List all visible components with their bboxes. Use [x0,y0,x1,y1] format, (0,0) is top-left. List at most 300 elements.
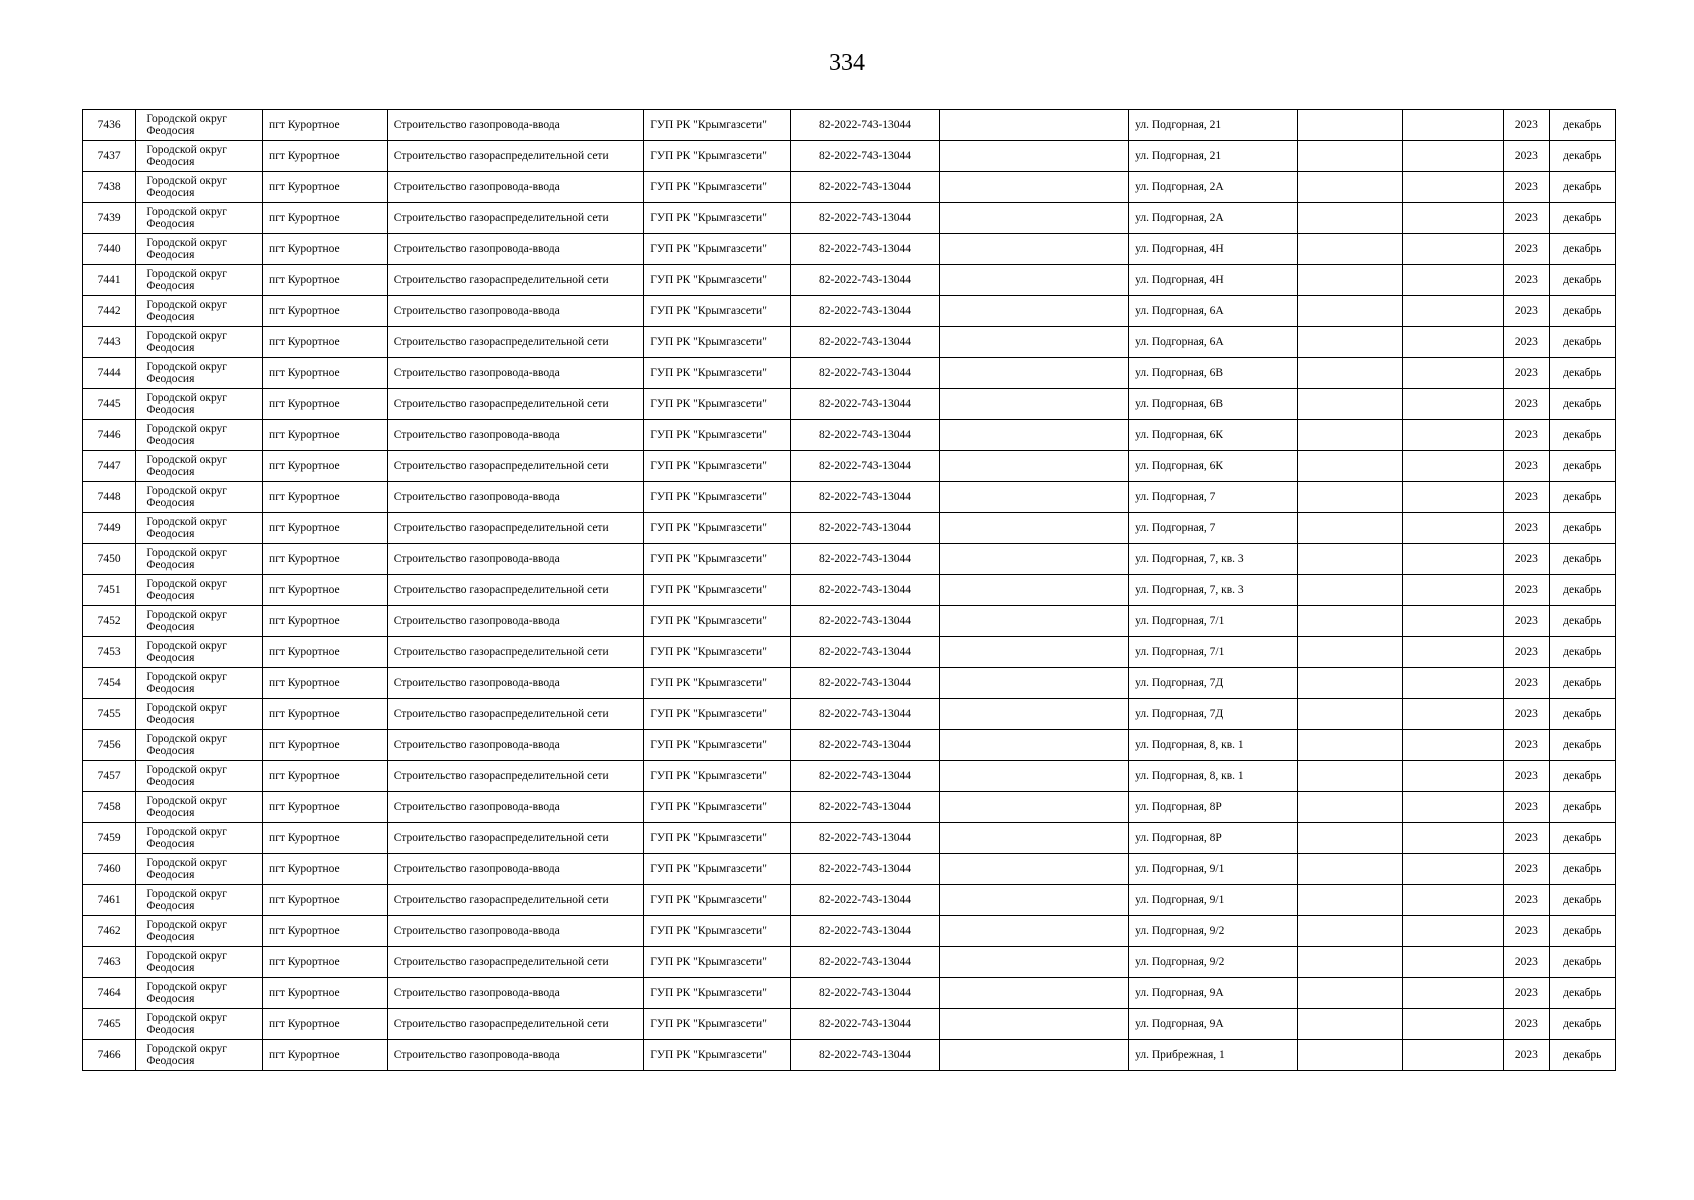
empty-cell [1298,420,1403,451]
row-number-cell: 7439 [83,203,136,234]
empty-cell [1402,637,1504,668]
municipality-cell [136,203,263,234]
settlement-cell: пгт Курортное [263,606,388,637]
row-number-cell: 7438 [83,172,136,203]
work-type-cell: Строительство газораспределительной сети [387,885,644,916]
organization-cell: ГУП РК "Крымгазсети" [644,327,791,358]
year-cell: 2023 [1504,668,1549,699]
year-cell: 2023 [1504,792,1549,823]
row-number-cell: 7460 [83,854,136,885]
municipality-line-1: Городской округ [146,950,228,962]
table-row [83,513,1616,544]
empty-cell [1402,110,1504,141]
empty-cell [1298,296,1403,327]
empty-cell [939,823,1128,854]
table-row [83,265,1616,296]
table-row [83,358,1616,389]
empty-cell [1402,451,1504,482]
empty-cell [939,482,1128,513]
empty-cell [1298,1040,1403,1071]
address-cell: ул. Подгорная, 8, кв. 1 [1129,730,1298,761]
work-type-cell: Строительство газопровода-ввода [387,606,644,637]
row-number-cell: 7451 [83,575,136,606]
settlement-cell: пгт Курортное [263,420,388,451]
registry-code-cell: 82-2022-743-13044 [791,699,940,730]
municipality-line-2: Феодосия [146,776,195,788]
municipality-cell [136,792,263,823]
work-type-cell: Строительство газопровода-ввода [387,234,644,265]
empty-cell [939,389,1128,420]
table-row [83,420,1616,451]
row-number-cell: 7437 [83,141,136,172]
row-number-cell: 7442 [83,296,136,327]
row-number-cell: 7441 [83,265,136,296]
table-row [83,730,1616,761]
empty-cell [1298,1009,1403,1040]
settlement-cell: пгт Курортное [263,482,388,513]
empty-cell [1402,327,1504,358]
year-cell: 2023 [1504,978,1549,1009]
empty-cell [1402,141,1504,172]
month-cell: декабрь [1549,885,1615,916]
settlement-cell: пгт Курортное [263,916,388,947]
municipality-line-1: Городской округ [146,175,228,187]
empty-cell [939,203,1128,234]
municipality-line-2: Феодосия [146,838,195,850]
settlement-cell: пгт Курортное [263,730,388,761]
table-row [83,544,1616,575]
municipality-line-1: Городской округ [146,795,228,807]
municipality-line-2: Феодосия [146,156,195,168]
municipality-line-2: Феодосия [146,125,195,137]
table-row [83,389,1616,420]
municipality-line-2: Феодосия [146,1055,195,1067]
municipality-line-1: Городской округ [146,299,228,311]
empty-cell [1298,730,1403,761]
row-number-cell: 7466 [83,1040,136,1071]
organization-cell: ГУП РК "Крымгазсети" [644,296,791,327]
empty-cell [1298,792,1403,823]
municipality-cell [136,358,263,389]
address-cell: ул. Подгорная, 9/2 [1129,947,1298,978]
empty-cell [939,885,1128,916]
address-cell: ул. Подгорная, 7/1 [1129,637,1298,668]
address-cell: ул. Подгорная, 9/1 [1129,854,1298,885]
registry-code-cell: 82-2022-743-13044 [791,110,940,141]
registry-code-cell: 82-2022-743-13044 [791,482,940,513]
municipality-line-2: Феодосия [146,1024,195,1036]
table-row [83,885,1616,916]
empty-cell [939,792,1128,823]
municipality-line-1: Городской округ [146,361,228,373]
settlement-cell: пгт Курортное [263,978,388,1009]
settlement-cell: пгт Курортное [263,389,388,420]
address-cell: ул. Подгорная, 4Н [1129,265,1298,296]
table-row [83,606,1616,637]
row-number-cell: 7465 [83,1009,136,1040]
organization-cell: ГУП РК "Крымгазсети" [644,761,791,792]
month-cell: декабрь [1549,513,1615,544]
address-cell: ул. Подгорная, 7Д [1129,699,1298,730]
settlement-cell: пгт Курортное [263,110,388,141]
month-cell: декабрь [1549,575,1615,606]
row-number-cell: 7445 [83,389,136,420]
empty-cell [1402,575,1504,606]
empty-cell [939,358,1128,389]
municipality-line-1: Городской округ [146,609,228,621]
year-cell: 2023 [1504,947,1549,978]
year-cell: 2023 [1504,265,1549,296]
month-cell: декабрь [1549,668,1615,699]
work-type-cell: Строительство газораспределительной сети [387,389,644,420]
settlement-cell: пгт Курортное [263,203,388,234]
table-row [83,482,1616,513]
year-cell: 2023 [1504,203,1549,234]
settlement-cell: пгт Курортное [263,234,388,265]
month-cell: декабрь [1549,792,1615,823]
registry-code-cell: 82-2022-743-13044 [791,420,940,451]
empty-cell [1402,296,1504,327]
registry-code-cell: 82-2022-743-13044 [791,544,940,575]
empty-cell [939,234,1128,265]
municipality-cell [136,1040,263,1071]
address-cell: ул. Подгорная, 6В [1129,389,1298,420]
row-number-cell: 7443 [83,327,136,358]
empty-cell [939,668,1128,699]
registry-code-cell: 82-2022-743-13044 [791,141,940,172]
empty-cell [939,544,1128,575]
year-cell: 2023 [1504,234,1549,265]
empty-cell [1298,544,1403,575]
organization-cell: ГУП РК "Крымгазсети" [644,544,791,575]
work-type-cell: Строительство газораспределительной сети [387,761,644,792]
work-type-cell: Строительство газораспределительной сети [387,947,644,978]
municipality-cell [136,296,263,327]
municipality-cell [136,544,263,575]
table-row [83,823,1616,854]
address-cell: ул. Подгорная, 4Н [1129,234,1298,265]
empty-cell [1402,234,1504,265]
municipality-line-2: Феодосия [146,528,195,540]
organization-cell: ГУП РК "Крымгазсети" [644,203,791,234]
empty-cell [1402,885,1504,916]
organization-cell: ГУП РК "Крымгазсети" [644,420,791,451]
work-type-cell: Строительство газопровода-ввода [387,482,644,513]
year-cell: 2023 [1504,482,1549,513]
empty-cell [1298,234,1403,265]
month-cell: декабрь [1549,172,1615,203]
empty-cell [1402,172,1504,203]
registry-code-cell: 82-2022-743-13044 [791,1009,940,1040]
municipality-line-2: Феодосия [146,962,195,974]
empty-cell [1298,916,1403,947]
work-type-cell: Строительство газопровода-ввода [387,296,644,327]
work-type-cell: Строительство газораспределительной сети [387,451,644,482]
organization-cell: ГУП РК "Крымгазсети" [644,389,791,420]
empty-cell [1402,606,1504,637]
municipality-line-1: Городской округ [146,268,228,280]
month-cell: декабрь [1549,110,1615,141]
work-type-cell: Строительство газопровода-ввода [387,916,644,947]
address-cell: ул. Подгорная, 8, кв. 1 [1129,761,1298,792]
registry-code-cell: 82-2022-743-13044 [791,358,940,389]
municipality-line-1: Городской округ [146,330,228,342]
empty-cell [1298,575,1403,606]
organization-cell: ГУП РК "Крымгазсети" [644,575,791,606]
municipality-line-1: Городской округ [146,733,228,745]
year-cell: 2023 [1504,637,1549,668]
table-row [83,1040,1616,1071]
organization-cell: ГУП РК "Крымгазсети" [644,947,791,978]
month-cell: декабрь [1549,420,1615,451]
municipality-cell [136,1009,263,1040]
organization-cell: ГУП РК "Крымгазсети" [644,792,791,823]
settlement-cell: пгт Курортное [263,265,388,296]
empty-cell [1402,389,1504,420]
row-number-cell: 7463 [83,947,136,978]
row-number-cell: 7444 [83,358,136,389]
municipality-line-1: Городской округ [146,981,228,993]
address-cell: ул. Подгорная, 21 [1129,141,1298,172]
work-type-cell: Строительство газопровода-ввода [387,358,644,389]
organization-cell: ГУП РК "Крымгазсети" [644,668,791,699]
empty-cell [1298,358,1403,389]
settlement-cell: пгт Курортное [263,854,388,885]
registry-code-cell: 82-2022-743-13044 [791,978,940,1009]
registry-table [82,109,1616,1071]
municipality-line-1: Городской округ [146,671,228,683]
empty-cell [1298,823,1403,854]
municipality-line-1: Городской округ [146,826,228,838]
registry-body [83,110,1616,1071]
municipality-line-1: Городской округ [146,702,228,714]
municipality-line-1: Городской округ [146,764,228,776]
month-cell: декабрь [1549,637,1615,668]
municipality-line-2: Феодосия [146,993,195,1005]
municipality-cell [136,668,263,699]
year-cell: 2023 [1504,854,1549,885]
year-cell: 2023 [1504,172,1549,203]
work-type-cell: Строительство газораспределительной сети [387,699,644,730]
table-row [83,668,1616,699]
empty-cell [1402,203,1504,234]
work-type-cell: Строительство газопровода-ввода [387,792,644,823]
address-cell: ул. Подгорная, 7, кв. 3 [1129,544,1298,575]
year-cell: 2023 [1504,358,1549,389]
settlement-cell: пгт Курортное [263,699,388,730]
address-cell: ул. Подгорная, 2А [1129,172,1298,203]
municipality-line-2: Феодосия [146,373,195,385]
settlement-cell: пгт Курортное [263,172,388,203]
settlement-cell: пгт Курортное [263,451,388,482]
registry-code-cell: 82-2022-743-13044 [791,513,940,544]
municipality-line-2: Феодосия [146,652,195,664]
organization-cell: ГУП РК "Крымгазсети" [644,110,791,141]
empty-cell [1402,482,1504,513]
work-type-cell: Строительство газопровода-ввода [387,978,644,1009]
month-cell: декабрь [1549,141,1615,172]
municipality-cell [136,234,263,265]
year-cell: 2023 [1504,110,1549,141]
month-cell: декабрь [1549,916,1615,947]
address-cell: ул. Подгорная, 6А [1129,296,1298,327]
address-cell: ул. Подгорная, 9/2 [1129,916,1298,947]
municipality-line-2: Феодосия [146,187,195,199]
month-cell: декабрь [1549,265,1615,296]
row-number-cell: 7447 [83,451,136,482]
table-row [83,451,1616,482]
empty-cell [939,296,1128,327]
empty-cell [939,513,1128,544]
row-number-cell: 7464 [83,978,136,1009]
year-cell: 2023 [1504,1009,1549,1040]
table-row [83,296,1616,327]
table-row [83,141,1616,172]
address-cell: ул. Подгорная, 6К [1129,451,1298,482]
empty-cell [939,730,1128,761]
address-cell: ул. Подгорная, 6В [1129,358,1298,389]
empty-cell [1298,699,1403,730]
work-type-cell: Строительство газопровода-ввода [387,730,644,761]
address-cell: ул. Подгорная, 9А [1129,1009,1298,1040]
registry-code-cell: 82-2022-743-13044 [791,854,940,885]
empty-cell [1402,854,1504,885]
work-type-cell: Строительство газопровода-ввода [387,110,644,141]
municipality-cell [136,110,263,141]
row-number-cell: 7454 [83,668,136,699]
table-row [83,699,1616,730]
year-cell: 2023 [1504,823,1549,854]
work-type-cell: Строительство газораспределительной сети [387,265,644,296]
row-number-cell: 7462 [83,916,136,947]
row-number-cell: 7440 [83,234,136,265]
row-number-cell: 7458 [83,792,136,823]
municipality-line-1: Городской округ [146,578,228,590]
empty-cell [939,420,1128,451]
organization-cell: ГУП РК "Крымгазсети" [644,172,791,203]
month-cell: декабрь [1549,451,1615,482]
empty-cell [1402,699,1504,730]
year-cell: 2023 [1504,296,1549,327]
empty-cell [939,978,1128,1009]
empty-cell [1402,947,1504,978]
settlement-cell: пгт Курортное [263,668,388,699]
year-cell: 2023 [1504,730,1549,761]
month-cell: декабрь [1549,482,1615,513]
row-number-cell: 7449 [83,513,136,544]
settlement-cell: пгт Курортное [263,1009,388,1040]
table-row [83,1009,1616,1040]
registry-code-cell: 82-2022-743-13044 [791,451,940,482]
municipality-line-2: Феодосия [146,342,195,354]
empty-cell [939,141,1128,172]
registry-code-cell: 82-2022-743-13044 [791,234,940,265]
table-row [83,916,1616,947]
settlement-cell: пгт Курортное [263,575,388,606]
empty-cell [939,699,1128,730]
empty-cell [939,451,1128,482]
row-number-cell: 7452 [83,606,136,637]
municipality-cell [136,482,263,513]
organization-cell: ГУП РК "Крымгазсети" [644,978,791,1009]
empty-cell [1298,606,1403,637]
address-cell: ул. Подгорная, 7/1 [1129,606,1298,637]
empty-cell [1298,668,1403,699]
empty-cell [939,110,1128,141]
municipality-cell [136,699,263,730]
municipality-cell [136,761,263,792]
municipality-line-2: Феодосия [146,311,195,323]
empty-cell [1298,978,1403,1009]
work-type-cell: Строительство газопровода-ввода [387,854,644,885]
municipality-cell [136,327,263,358]
empty-cell [1298,513,1403,544]
settlement-cell: пгт Курортное [263,141,388,172]
settlement-cell: пгт Курортное [263,823,388,854]
month-cell: декабрь [1549,389,1615,420]
municipality-line-1: Городской округ [146,392,228,404]
empty-cell [939,575,1128,606]
address-cell: ул. Подгорная, 7Д [1129,668,1298,699]
empty-cell [939,1040,1128,1071]
registry-code-cell: 82-2022-743-13044 [791,916,940,947]
municipality-cell [136,885,263,916]
municipality-cell [136,606,263,637]
empty-cell [1298,637,1403,668]
municipality-line-2: Феодосия [146,280,195,292]
municipality-line-2: Феодосия [146,497,195,509]
row-number-cell: 7455 [83,699,136,730]
work-type-cell: Строительство газопровода-ввода [387,420,644,451]
municipality-line-2: Феодосия [146,590,195,602]
year-cell: 2023 [1504,141,1549,172]
organization-cell: ГУП РК "Крымгазсети" [644,1040,791,1071]
municipality-line-1: Городской округ [146,919,228,931]
settlement-cell: пгт Курортное [263,761,388,792]
empty-cell [1402,358,1504,389]
municipality-cell [136,823,263,854]
row-number-cell: 7461 [83,885,136,916]
row-number-cell: 7456 [83,730,136,761]
municipality-cell [136,172,263,203]
settlement-cell: пгт Курортное [263,637,388,668]
row-number-cell: 7459 [83,823,136,854]
row-number-cell: 7448 [83,482,136,513]
empty-cell [1298,451,1403,482]
registry-code-cell: 82-2022-743-13044 [791,947,940,978]
year-cell: 2023 [1504,885,1549,916]
organization-cell: ГУП РК "Крымгазсети" [644,482,791,513]
registry-code-cell: 82-2022-743-13044 [791,606,940,637]
registry-code-cell: 82-2022-743-13044 [791,637,940,668]
empty-cell [939,854,1128,885]
month-cell: декабрь [1549,203,1615,234]
table-row [83,110,1616,141]
empty-cell [1402,978,1504,1009]
month-cell: декабрь [1549,854,1615,885]
empty-cell [939,265,1128,296]
municipality-cell [136,141,263,172]
year-cell: 2023 [1504,389,1549,420]
empty-cell [939,327,1128,358]
empty-cell [939,1009,1128,1040]
municipality-line-2: Феодосия [146,218,195,230]
month-cell: декабрь [1549,544,1615,575]
empty-cell [1298,885,1403,916]
municipality-line-2: Феодосия [146,869,195,881]
month-cell: декабрь [1549,761,1615,792]
empty-cell [1298,854,1403,885]
